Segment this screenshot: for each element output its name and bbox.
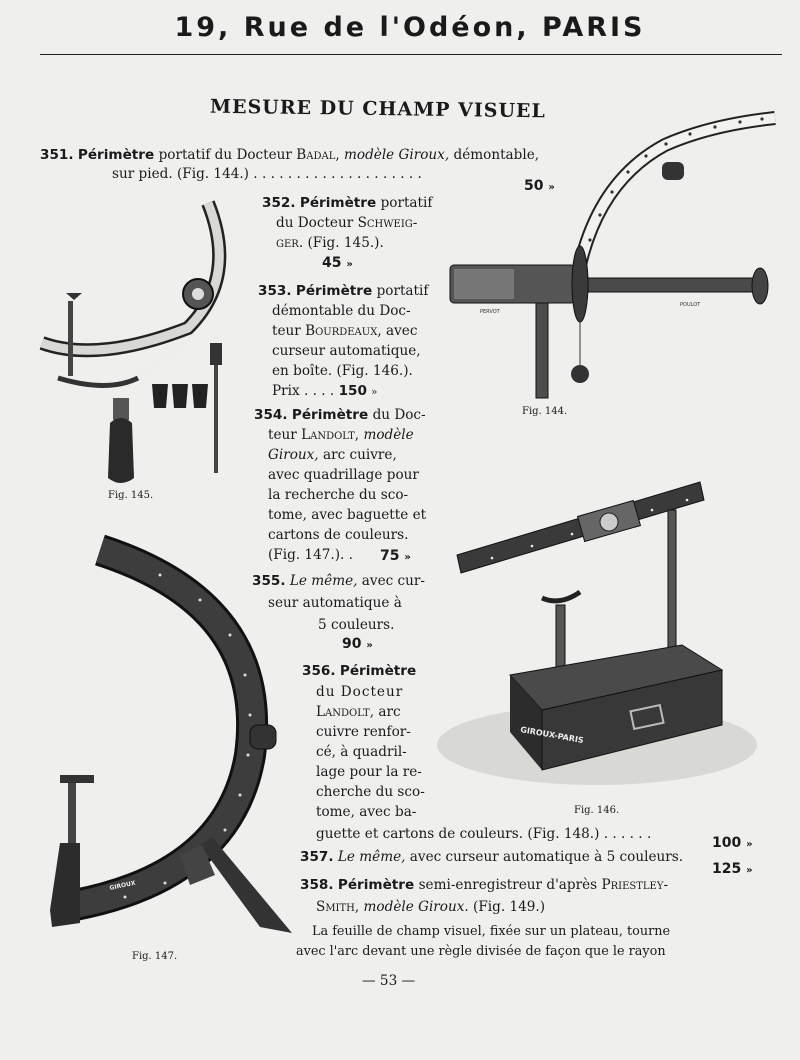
entry-355-line1: 355. Le même, avec cur-	[252, 573, 426, 589]
body-paragraph-line1: La feuille de champ visuel, fixée sur un plateau, tourne	[312, 924, 671, 939]
fig144-label-poulot: POULOT	[680, 302, 701, 308]
entry-353-line1: 353. Périmètre portatif	[258, 283, 429, 299]
entry-356-line5: cé, à quadril-	[316, 744, 407, 760]
entry-356-price: 100 »	[712, 835, 753, 851]
entry-355-line3: 5 couleurs.	[318, 617, 395, 633]
caption-fig-147: Fig. 147.	[132, 951, 178, 962]
entry-353-line4: curseur automatique,	[272, 343, 421, 359]
entry-356-line9: guette et cartons de couleurs. (Fig. 148.) . . . . . .	[316, 826, 652, 842]
entry-358-line1: 358. Périmètre semi-enregistreur d'après Priestley-	[300, 877, 669, 893]
entry-353-line3: teur Bourdeaux, avec	[272, 323, 418, 339]
fig144-label-pervot: PERVOT	[480, 309, 500, 315]
entry-353-line5: en boîte. (Fig. 146.).	[272, 363, 413, 379]
figure-144-badal-perimeter	[440, 100, 790, 400]
section-title: MESURE DU CHAMP VISUEL	[209, 95, 547, 123]
entry-355-line2: seur automatique à	[268, 595, 402, 611]
header-rule	[40, 54, 782, 55]
entry-355-price: 90 »	[342, 636, 373, 652]
figure-147-landolt-perimeter	[30, 545, 300, 945]
entry-356-line2: du Docteur	[316, 684, 404, 700]
entry-354-line4: avec quadrillage pour	[268, 467, 419, 483]
entry-351-line2: sur pied. (Fig. 144.) . . . . . . . . . . . . . . . . . . . .	[112, 166, 422, 182]
entry-352-line3: ger. (Fig. 145.).	[276, 235, 384, 251]
page-number: — 53 —	[362, 973, 416, 989]
entry-356-line6: lage pour la re-	[316, 764, 422, 780]
fig147-label-giroux: GIROUX	[108, 879, 137, 892]
entry-352-line1: 352. Périmètre portatif	[262, 195, 433, 211]
entry-354-line7: cartons de couleurs.	[268, 527, 409, 543]
entry-354-line3: Giroux, arc cuivre,	[268, 447, 397, 463]
figure-146-bourdeaux-perimeter	[432, 470, 762, 800]
entry-352-price: 45 »	[322, 255, 353, 271]
entry-353-line6: Prix . . . . 150 »	[272, 383, 378, 399]
entry-354-line6: tome, avec baguette et	[268, 507, 427, 523]
body-paragraph-line2: avec l'arc devant une règle divisée de façon que le rayon	[296, 944, 666, 959]
caption-fig-145: Fig. 145.	[108, 490, 154, 501]
entry-354-price: 75 »	[380, 548, 411, 564]
entry-354-line1: 354. Périmètre du Doc-	[254, 407, 426, 423]
caption-fig-144: Fig. 144.	[522, 406, 568, 417]
entry-356-line8: tome, avec ba-	[316, 804, 417, 820]
entry-356-line3: Landolt, arc	[316, 704, 401, 720]
caption-fig-146: Fig. 146.	[574, 805, 620, 816]
fig146-label-giroux-paris: GIROUX-PARIS	[519, 725, 585, 746]
page-header: 19, Rue de l'Odéon, PARIS	[174, 12, 646, 43]
entry-358-line2: Smith, modèle Giroux. (Fig. 149.)	[316, 899, 546, 915]
fig145-label-giroux-paris: GIROUX-PARIS	[139, 338, 189, 380]
entry-351-price: 50 »	[524, 178, 555, 194]
entry-352-line2: du Docteur Schweig-	[276, 215, 418, 231]
entry-357-line1: 357. Le même, avec curseur automatique à 5 couleurs.	[300, 849, 684, 865]
entry-354-line8: (Fig. 147.). .	[268, 547, 353, 563]
entry-356-line7: cherche du sco-	[316, 784, 425, 800]
entry-356-line1: 356. Périmètre	[302, 663, 417, 679]
figure-145-schweigger-perimeter	[38, 198, 248, 488]
entry-354-line5: la recherche du sco-	[268, 487, 409, 503]
entry-353-line2: démontable du Doc-	[272, 303, 411, 319]
entry-351-line1: 351. Périmètre portatif du Docteur Badal, modèle Giroux, démontable,	[40, 147, 540, 163]
entry-357-price: 125 »	[712, 861, 753, 877]
entry-356-line4: cuivre renfor-	[316, 724, 411, 740]
entry-354-line2: teur Landolt, modèle	[268, 427, 414, 443]
